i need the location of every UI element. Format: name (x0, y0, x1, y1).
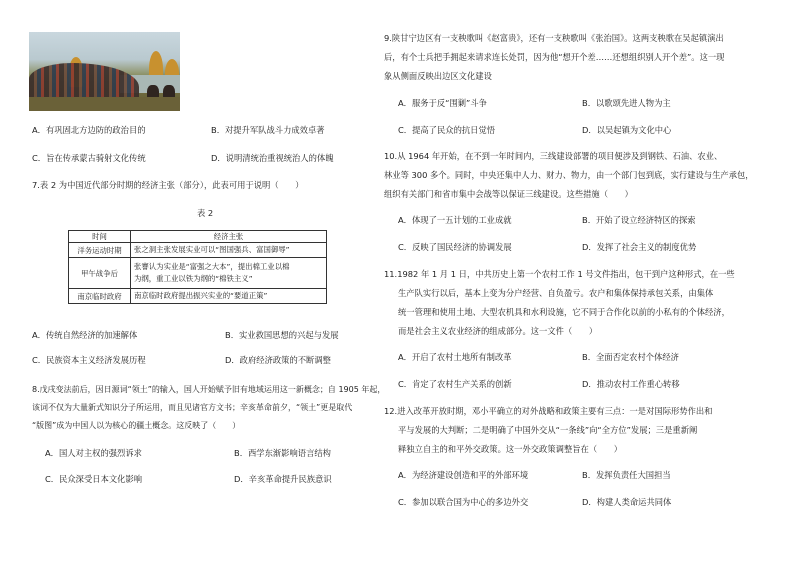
q12-option-b: B．发挥负责任大国担当 (582, 470, 671, 480)
ground-shape (29, 97, 180, 111)
q7-option-b: B．实业救国思想的兴起与发展 (225, 330, 339, 340)
q11-option-b: B．全面否定农村个体经济 (582, 352, 679, 362)
q11-option-a: A．开启了农村土地所有制改革 (398, 352, 512, 362)
q11-stem-line: 11.1982 年 1 月 1 日，中共历史上第一个农村工作 1 号文件指出，包干到户这种形式，在一些 (384, 269, 735, 279)
q8-option-d: D．辛亥革命提升民族意识 (234, 474, 332, 484)
q9-option-c: C．提高了民众的抗日觉悟 (398, 125, 496, 135)
q11-stem-line: 生产队实行以后，基本上变为分户经营、自负盈亏。农户和集体保持承包关系，由集体 (398, 288, 714, 298)
q8-option-a: A．国人对主权的强烈诉求 (45, 448, 142, 458)
table-cell-era: 南京临时政府 (69, 289, 131, 304)
q7-option-a: A．传统自然经济的加速解体 (32, 330, 138, 340)
q8-stem-line: 该词不仅为大量新式知识分子所运用，而且见诸官方文书；辛亥革命前夕，“领土”更是取代 (32, 403, 353, 412)
q8-stem-line: 8.戊戌变法前后，因日源词“领土”的输入，国人开始赋予旧有地域运用这一新概念；自 1905 年起， (32, 385, 386, 394)
q10-option-c: C．反映了国民经济的协调发展 (398, 242, 512, 252)
table-cell-line: 为纲，重工业以铁为纲的“棉铁主义” (134, 274, 253, 283)
q7-option-d: D．政府经济政策的不断调整 (225, 355, 331, 365)
q6-option-d: D．说明清统治重视统治人的体魄 (211, 153, 334, 163)
q8-stem-line: “版图”成为中国人以为核心的疆土概念。这反映了（ ） (32, 421, 241, 430)
q10-stem-line: 组织有关部门和省市集中会战等以保证三线建设。这些措施（ ） (384, 189, 633, 199)
table-cell-policy (131, 258, 327, 289)
economic-policy-table (68, 230, 327, 304)
q11-option-d: D．推动农村工作重心转移 (582, 379, 680, 389)
table-cell-line: 张謇认为实业是“富强之大本”，提出棉工业以棉 (134, 262, 290, 271)
q8-option-b: B．西学东渐影响语言结构 (234, 448, 331, 458)
q11-stem-line: 而是社会主义农业经济的组成部分。这一文件（ ） (398, 326, 598, 336)
q6-option-a: A．有巩固北方边防的政治目的 (32, 125, 146, 135)
q10-option-a: A．体现了一五计划的工业成就 (398, 215, 512, 225)
q9-stem-line: 象从侧面反映出边区文化建设 (384, 71, 492, 81)
table-cell-era: 洋务运动时期 (69, 243, 131, 258)
q10-stem-line: 10.从 1964 年开始，在不到一年时间内，三线建设部署的项目便涉及到钢铁、石油、农业、 (384, 151, 723, 161)
q9-option-d: D．以吴起镇为文化中心 (582, 125, 672, 135)
table-header-time: 时间 (69, 231, 131, 243)
q12-stem-line: 平与发展的大判断；二是明确了中国外交从“一条线”向“全方位”发展；三是重新阐 (398, 425, 698, 435)
table-row (69, 243, 327, 258)
q10-stem-line: 林业等 300 多个。同时，中央还集中人力、财力、物力，由一个部门包到底，实行建设与生产承包， (384, 170, 754, 180)
q9-option-b: B．以歌颂先进人物为主 (582, 98, 671, 108)
q11-stem-line: 统一管理和使用土地、大型农机具和水利设施，它不同于合作化以前的小私有的个体经济， (398, 307, 730, 317)
table-cell-policy: 张之洞主张发展实业可以“图国强兵、富国御辱” (131, 243, 327, 258)
q6-option-b: B．对提升军队战斗力成效卓著 (211, 125, 325, 135)
q12-option-a: A．为经济建设创造和平的外部环境 (398, 470, 529, 480)
q9-stem-line: 后，有个士兵把手拥起来请求连长处罚，因为他“想开个差……还想组织别人开个差”。这一现 (384, 52, 725, 62)
table-row (69, 258, 327, 289)
q12-stem-line: 12.进入改革开放时期，邓小平确立的对外战略和政策主要有三点：一是对国际形势作出和 (384, 406, 713, 416)
table-cell-policy: 南京临时政府提出振兴实业的“要道正策” (131, 289, 327, 304)
q9-option-a: A．服务于反“围剿”斗争 (398, 98, 487, 108)
q7-stem: 7.表 2 为中国近代部分时期的经济主张（部分），此表可用于说明（ ） (32, 180, 304, 190)
q6-option-c: C．旨在传承蒙古骑射文化传统 (32, 153, 146, 163)
q12-stem-line: 释独立自主的和平外交政策。这一外交政策调整旨在（ ） (398, 444, 623, 454)
table-header-row (69, 231, 327, 243)
q10-option-d: D．发挥了社会主义的制度优势 (582, 242, 697, 252)
table-row (69, 289, 327, 304)
table-header-policy: 经济主张 (131, 231, 327, 243)
q11-option-c: C．肯定了农村生产关系的创新 (398, 379, 512, 389)
q12-option-c: C．参加以联合国为中心的多边外交 (398, 497, 529, 507)
q12-option-d: D．构建人类命运共同体 (582, 497, 672, 507)
q7-option-c: C．民族资本主义经济发展历程 (32, 355, 146, 365)
historical-painting-image (29, 32, 180, 111)
q9-stem-line: 9.陕甘宁边区有一支秧歌叫《赵富贵》，还有一支秧歌叫《张治国》。这两支秧歌在吴起镇演出 (384, 33, 724, 43)
table-cell-era: 甲午战争后 (69, 258, 131, 289)
q8-option-c: C．民众深受日本文化影响 (45, 474, 143, 484)
q10-option-b: B．开始了设立经济特区的探索 (582, 215, 696, 225)
table-title: 表 2 (197, 208, 214, 218)
